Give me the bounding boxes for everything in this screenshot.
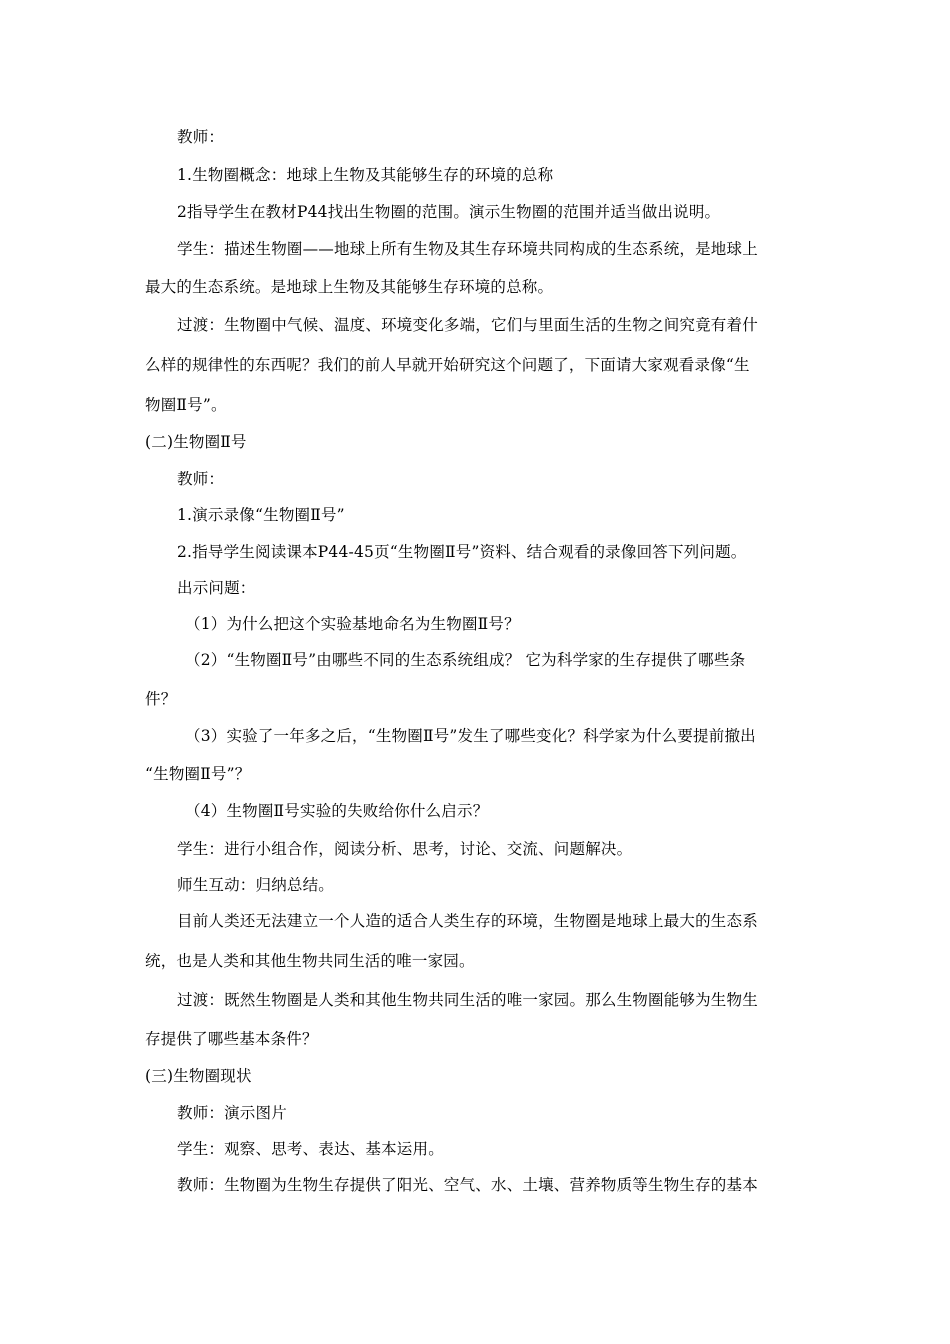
paragraph-line: 出示问题： — [177, 579, 256, 597]
paragraph-line: 教师： — [177, 470, 225, 488]
section-heading: (三)生物圈现状 — [145, 1067, 252, 1085]
paragraph-line: 学生：进行小组合作，阅读分析、思考，讨论、交流、问题解决。 — [177, 840, 633, 858]
paragraph-line: 存提供了哪些基本条件？ — [145, 1030, 318, 1048]
paragraph-line: 物圈Ⅱ号”。 — [145, 396, 227, 414]
paragraph-line: 件？ — [145, 690, 177, 708]
paragraph-line: 1.演示录像“生物圈Ⅱ号” — [177, 506, 345, 524]
question-line: （4）生物圈Ⅱ号实验的失败给你什么启示？ — [185, 802, 489, 820]
paragraph-line: 学生：观察、思考、表达、基本运用。 — [177, 1140, 444, 1158]
paragraph-line: 学生：描述生物圈——地球上所有生物及其生存环境共同构成的生态系统，是地球上 — [177, 240, 758, 258]
paragraph-line: 过渡：既然生物圈是人类和其他生物共同生活的唯一家园。那么生物圈能够为生物生 — [177, 991, 758, 1009]
paragraph-line: 2.指导学生阅读课本P44-45页“生物圈Ⅱ号”资料、结合观看的录像回答下列问题。 — [177, 543, 747, 561]
paragraph-line: 教师：演示图片 — [177, 1104, 287, 1122]
paragraph-line: 过渡：生物圈中气候、温度、环境变化多端，它们与里面生活的生物之间究竟有着什 — [177, 316, 758, 334]
paragraph-line: 2指导学生在教材P44找出生物圈的范围。演示生物圈的范围并适当做出说明。 — [177, 203, 721, 221]
paragraph-line: “生物圈Ⅱ号”？ — [145, 765, 251, 783]
paragraph-line: 1.生物圈概念：地球上生物及其能够生存的环境的总称 — [177, 166, 554, 184]
paragraph-line: 统，也是人类和其他生物共同生活的唯一家园。 — [145, 952, 475, 970]
question-line: （3）实验了一年多之后，“生物圈Ⅱ号”发生了哪些变化？科学家为什么要提前撤出 — [185, 727, 756, 745]
paragraph-line: 么样的规律性的东西呢？我们的前人早就开始研究这个问题了，下面请大家观看录像“生 — [145, 356, 750, 374]
question-line: （2）“生物圈Ⅱ号”由哪些不同的生态系统组成？ 它为科学家的生存提供了哪些条 — [185, 651, 746, 669]
paragraph-line: 教师： — [177, 128, 225, 146]
section-heading: (二)生物圈Ⅱ号 — [145, 433, 247, 451]
paragraph-line: 目前人类还无法建立一个人造的适合人类生存的环境，生物圈是地球上最大的生态系 — [177, 912, 758, 930]
paragraph-line: 教师：生物圈为生物生存提供了阳光、空气、水、土壤、营养物质等生物生存的基本 — [177, 1176, 758, 1194]
paragraph-line: 最大的生态系统。是地球上生物及其能够生存环境的总称。 — [145, 278, 554, 296]
paragraph-line: 师生互动：归纳总结。 — [177, 876, 335, 894]
question-line: （1）为什么把这个实验基地命名为生物圈Ⅱ号？ — [185, 615, 520, 633]
